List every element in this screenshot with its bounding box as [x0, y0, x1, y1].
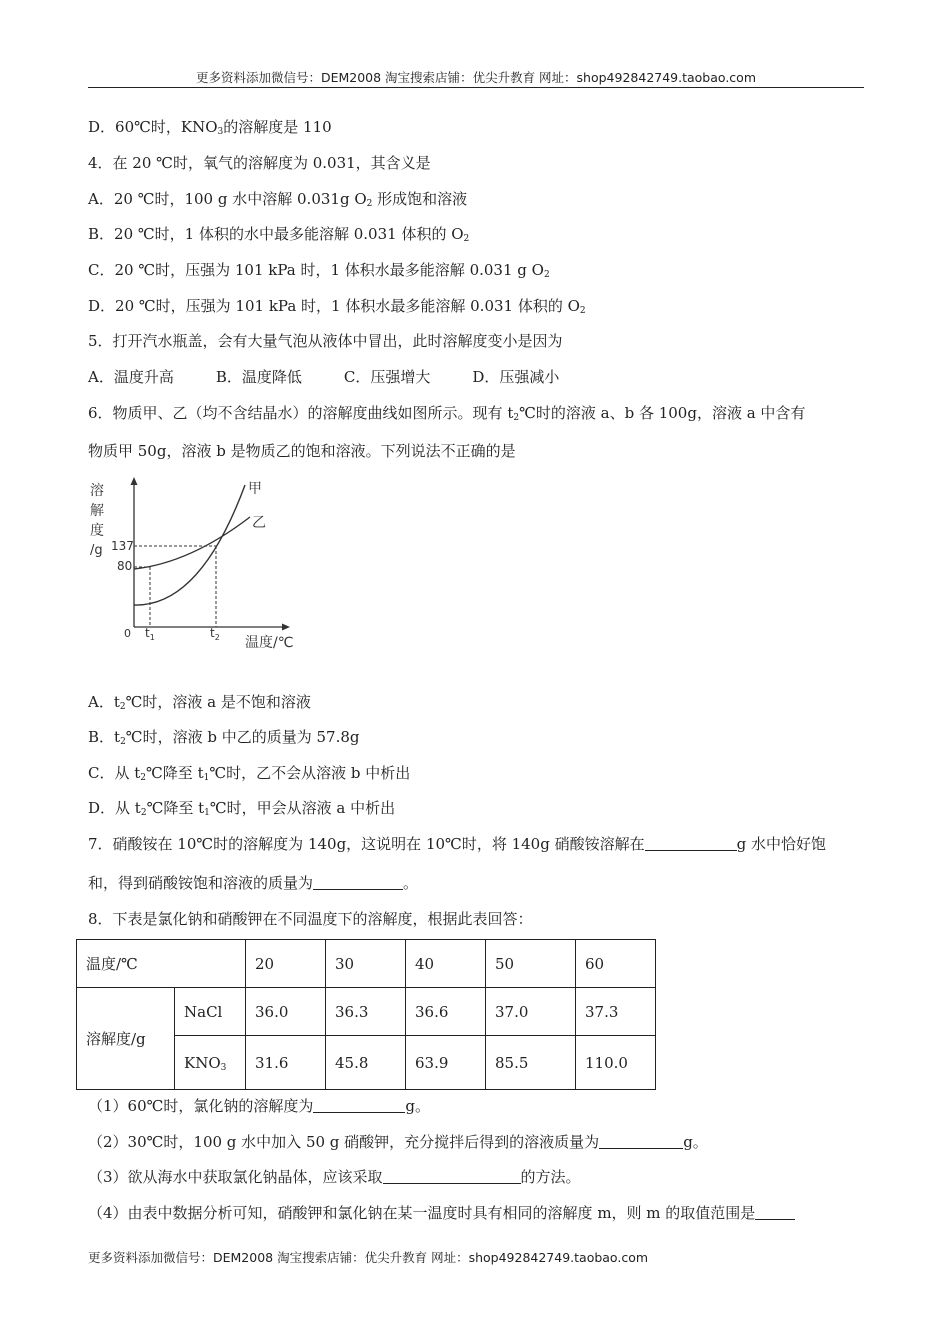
- q6-option-b: B．$t_2℃$时，溶液 b 中乙的质量为 57.8g: [88, 728, 360, 747]
- q4-option-d: D．20 ℃时，压强为 101 kPa 时，1 体积水最多能溶解 0.031 体积的 $O_2$: [88, 297, 586, 316]
- q5-options: [88, 367, 559, 387]
- q8-part-4: （4）由表中数据分析可知，硝酸钾和氯化钠在某一温度时具有相同的溶解度 m，则 m 的取值范围是: [88, 1203, 795, 1223]
- table-cell: 85.5: [486, 1036, 576, 1090]
- series-label-yi: 乙: [252, 515, 266, 531]
- table-cell: 37.0: [486, 988, 576, 1036]
- table-header-cell: 20: [246, 940, 326, 988]
- q7-blank-1[interactable]: [645, 836, 737, 851]
- solubility-chart: [80, 475, 315, 660]
- x-tick-t2: $t_2$: [210, 626, 220, 642]
- q7-blank-2[interactable]: [313, 875, 403, 890]
- y-label-char-2: 解: [90, 503, 104, 519]
- table-cell: 37.3: [576, 988, 656, 1036]
- q3-option-d: D．60℃时，$KNO_3$的溶解度是 110: [88, 118, 332, 137]
- q5-option-b: B．温度降低: [215, 368, 302, 386]
- table-group-label: 溶解度/g: [77, 988, 175, 1090]
- table-header-cell: 50: [486, 940, 576, 988]
- y-label-char-1: 溶: [90, 483, 104, 499]
- x-axis-arrow: [282, 624, 290, 631]
- q6-stem-line1: 6．物质甲、乙（均不含结晶水）的溶解度曲线如图所示。现有 $t_2℃$时的溶液 a、b 各 100g，溶液 a 中含有: [88, 404, 806, 423]
- origin-label: 0: [124, 627, 131, 640]
- table-row: [77, 940, 656, 988]
- q6-option-c: C．从 $t_2℃$降至 $t_1℃$时，乙不会从溶液 b 中析出: [88, 764, 411, 783]
- series-label-jia: 甲: [248, 481, 262, 497]
- q4-option-b: B．20 ℃时，1 体积的水中最多能溶解 0.031 体积的 $O_2$: [88, 225, 470, 244]
- y-label-char-4: /g: [90, 543, 103, 558]
- y-tick-80: 80: [117, 559, 133, 573]
- x-tick-t1: $t_1$: [145, 626, 155, 642]
- y-label-char-3: 度: [90, 523, 104, 539]
- q4-option-a: A．20 ℃时，100 g 水中溶解 0.031g $O_2$ 形成饱和溶液: [88, 190, 468, 209]
- q8-blank-2[interactable]: [599, 1134, 683, 1149]
- q8-blank-3[interactable]: [383, 1169, 521, 1184]
- q8-part-2: （2）30℃时，100 g 水中加入 50 g 硝酸钾，充分搅拌后得到的溶液质量为 g。: [88, 1133, 708, 1151]
- table-row-name: NaCl: [175, 988, 246, 1036]
- curve-jia: [134, 485, 245, 605]
- page-header: 更多资料添加微信号：DEM2008 淘宝搜索店铺：优尖升教育 网址：shop492842749.taobao.com: [195, 70, 757, 85]
- q5-option-a: A．温度升高: [88, 368, 174, 386]
- table-cell: 36.6: [406, 988, 486, 1036]
- curve-yi: [134, 517, 250, 569]
- q8-part-3: （3）欲从海水中获取氯化钠晶体，应该采取 的方法。: [88, 1168, 581, 1186]
- solubility-table: [76, 939, 656, 1090]
- table-row: [77, 988, 656, 1036]
- table-header-cell: 60: [576, 940, 656, 988]
- q5-stem: 5．打开汽水瓶盖，会有大量气泡从液体中冒出，此时溶解度变小是因为: [88, 332, 563, 350]
- table-header-temp: 温度/℃: [77, 940, 246, 988]
- q4-option-c: C．20 ℃时，压强为 101 kPa 时，1 体积水最多能溶解 0.031 g $O_2$: [88, 261, 550, 280]
- x-axis-label: 温度/℃: [245, 635, 294, 651]
- q8-blank-1[interactable]: [313, 1098, 405, 1113]
- table-cell: 63.9: [406, 1036, 486, 1090]
- q5-option-c: C．压强增大: [343, 368, 431, 386]
- q8-stem: 8．下表是氯化钠和硝酸钾在不同温度下的溶解度，根据此表回答：: [88, 910, 533, 928]
- table-cell: 110.0: [576, 1036, 656, 1090]
- table-cell: 45.8: [326, 1036, 406, 1090]
- y-axis-arrow: [131, 477, 138, 485]
- q8-blank-4[interactable]: [755, 1205, 795, 1220]
- header-rule: [88, 87, 864, 88]
- q5-option-d: D．压强减小: [472, 368, 560, 386]
- table-cell: 31.6: [246, 1036, 326, 1090]
- table-header-cell: 40: [406, 940, 486, 988]
- table-row-name: $KNO_3$: [175, 1036, 246, 1090]
- q4-stem: 4．在 20 ℃时，氧气的溶解度为 0.031，其含义是: [88, 154, 431, 172]
- table-cell: 36.0: [246, 988, 326, 1036]
- q8-part-1: （1）60℃时，氯化钠的溶解度为 g。: [88, 1097, 431, 1115]
- table-cell: 36.3: [326, 988, 406, 1036]
- y-tick-137: 137: [111, 539, 134, 553]
- q7-line1: 7．硝酸铵在 10℃时的溶解度为 140g，这说明在 10℃时，将 140g 硝酸铵溶解在 g 水中恰好饱: [88, 835, 826, 853]
- q6-option-a: A．$t_2℃$时，溶液 a 是不饱和溶液: [88, 693, 311, 712]
- q7-line2: 和，得到硝酸铵饱和溶液的质量为 。: [88, 874, 419, 892]
- table-header-cell: 30: [326, 940, 406, 988]
- page-footer: 更多资料添加微信号：DEM2008 淘宝搜索店铺：优尖升教育 网址：shop492842749.taobao.com: [88, 1250, 649, 1265]
- q6-stem-line2: 物质甲 50g，溶液 b 是物质乙的饱和溶液。下列说法不正确的是: [88, 442, 516, 460]
- q6-option-d: D．从 $t_2℃$降至 $t_1℃$时，甲会从溶液 a 中析出: [88, 799, 396, 818]
